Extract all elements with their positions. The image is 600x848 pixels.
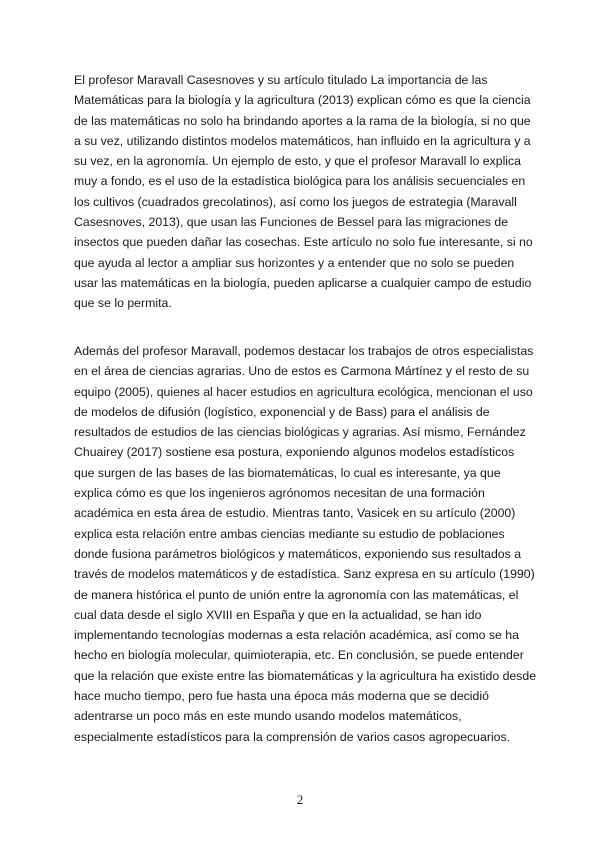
paragraph-2 [74, 341, 537, 747]
text-line: Casesnoves, 2013), que usan las Funciones de Bessel para las migraciones de [74, 215, 509, 230]
text-line: Además del profesor Maravall, podemos destacar los trabajos de otros especialistas [74, 344, 534, 358]
text-line: implementando tecnologías modernas a esta relación académica, así como se ha [74, 628, 519, 643]
text-line: Matemáticas para la biología y la agricultura (2013) explican cómo es que la ciencia [74, 93, 531, 108]
page-number: 2 [296, 792, 304, 807]
text-line: los cultivos (cuadrados grecolatinos), así como los juegos de estrategia (Maravall [74, 194, 517, 209]
text-line: de las matemáticas no solo ha brindando aportes a la rama de la biología, si no que [74, 113, 531, 128]
text-line: través de modelos matemáticos y de estadística. Sanz expresa en su artículo (1990) [74, 567, 535, 582]
text-line: hecho en biología molecular, quimioterapia, etc. En conclusión, se puede entender [74, 648, 524, 663]
text-line: especialmente estadísticos para la comprensión de varios casos agropecuarios. [74, 729, 511, 744]
text-line: que ayuda al lector a ampliar sus horizontes y a entender que no solo se pueden [74, 255, 515, 270]
text-line: a su vez, utilizando distintos modelos matemáticos, han influido en la agricultura y a [74, 133, 531, 148]
text-line: El profesor Maravall Casesnoves y su artículo titulado La importancia de las [74, 73, 488, 87]
paragraph-1 [74, 70, 534, 314]
text-line: en el área de ciencias agrarias. Uno de estos es Carmona Mártínez y el resto de su [74, 364, 530, 379]
text-line: hace mucho tiempo, pero fue hasta una época más moderna que se decidió [74, 689, 489, 704]
text-line: explica cómo es que los ingenieros agrónomos necesitan de una formación [74, 486, 485, 501]
text-line: de manera histórica el punto de unión entre la agronomía con las matemáticas, el [74, 587, 519, 602]
text-line: resultados de estudios de las ciencias biológicas y agrarias. Así mismo, Fernández [74, 425, 526, 440]
text-line: equipo (2005), quienes al hacer estudios en agricultura ecológica, mencionan el uso [74, 384, 533, 399]
text-line: donde fusiona parámetros biológicos y matemáticos, exponiendo sus resultados a [74, 546, 522, 561]
text-line: insectos que pueden dañar las cosechas. Este artículo no solo fue interesante, si no [74, 235, 533, 250]
text-line: Chuairey (2017) sostiene esa postura, exponiendo algunos modelos estadísticos [74, 445, 515, 460]
text-line: que la relación que existe entre las biomatemáticas y la agricultura ha existido desde [74, 668, 537, 683]
text-line: académica en esta área de estudio. Mientras tanto, Vasicek en su artículo (2000) [74, 506, 516, 521]
text-line: de modelos de difusión (logístico, exponencial y de Bass) para el análisis de [74, 404, 490, 419]
text-line: su vez, en la agronomía. Un ejemplo de esto, y que el profesor Maravall lo explica [74, 154, 522, 169]
text-line: muy a fondo, es el uso de la estadística biológica para los análisis secuenciales en [74, 174, 526, 189]
text-line: que se lo permita. [74, 296, 172, 311]
text-line: adentrarse un poco más en este mundo usando modelos matemáticos, [74, 709, 462, 724]
text-line: explica esta relación entre ambas ciencias mediante su estudio de poblaciones [74, 526, 505, 541]
text-line: que surgen de las bases de las biomatemáticas, lo cual es interesante, ya que [74, 465, 501, 480]
text-line: cual data desde el siglo XVIII en España y que en la actualidad, se han ido [74, 607, 482, 622]
text-line: usar las matemáticas en la biología, pueden aplicarse a cualquier campo de estudio [74, 275, 532, 290]
